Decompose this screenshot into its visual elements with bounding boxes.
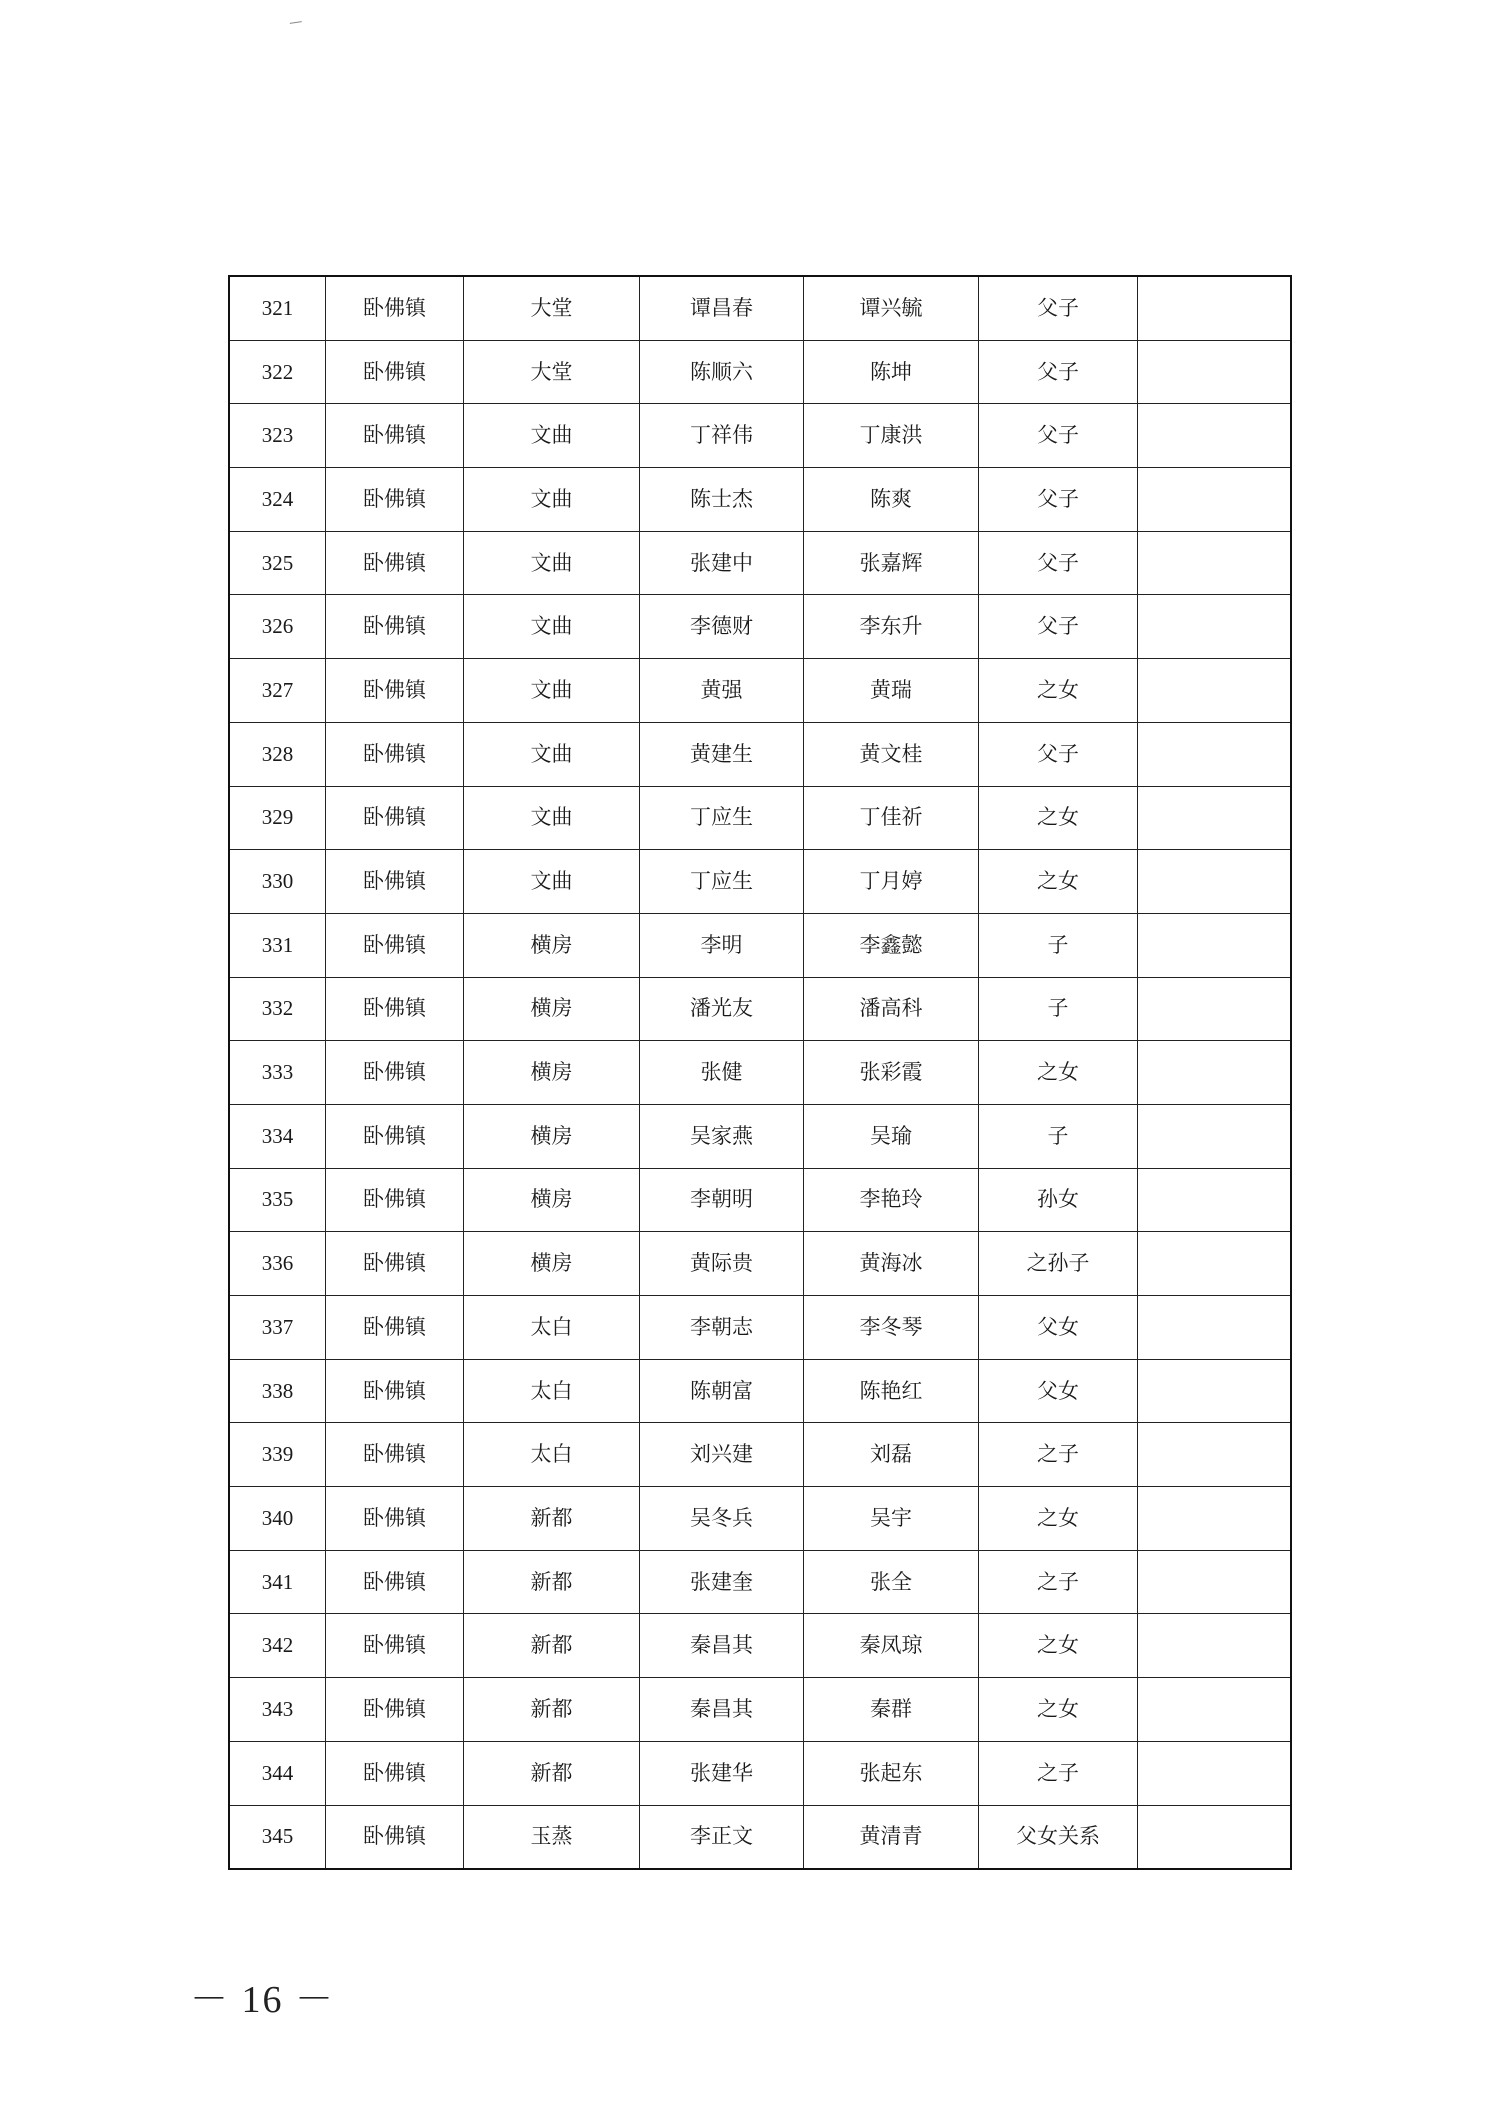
cell-number: 336 (229, 1232, 326, 1296)
cell-name-primary: 谭昌春 (640, 276, 804, 340)
cell-note (1138, 404, 1292, 468)
cell-name-primary: 张建奎 (640, 1550, 804, 1614)
page-number: － 16 － (190, 1979, 336, 2021)
cell-note (1138, 977, 1292, 1041)
cell-number: 341 (229, 1550, 326, 1614)
cell-name-primary: 张健 (640, 1041, 804, 1105)
cell-name-primary: 张建中 (640, 531, 804, 595)
cell-town: 卧佛镇 (326, 595, 464, 659)
cell-note (1138, 1359, 1292, 1423)
cell-name-secondary: 李东升 (804, 595, 979, 659)
roster-table-container (228, 275, 1282, 1870)
cell-village: 太白 (464, 1359, 640, 1423)
table-row (229, 468, 1291, 532)
cell-relation: 之子 (979, 1550, 1138, 1614)
table-row (229, 1168, 1291, 1232)
cell-village: 横房 (464, 913, 640, 977)
cell-number: 322 (229, 340, 326, 404)
cell-relation: 父女 (979, 1296, 1138, 1360)
cell-number: 333 (229, 1041, 326, 1105)
table-row (229, 722, 1291, 786)
cell-name-secondary: 丁月婷 (804, 850, 979, 914)
table-row (229, 340, 1291, 404)
table-row (229, 1296, 1291, 1360)
cell-village: 大堂 (464, 276, 640, 340)
cell-relation: 之女 (979, 1614, 1138, 1678)
cell-number: 345 (229, 1805, 326, 1869)
cell-relation: 父女关系 (979, 1805, 1138, 1869)
cell-town: 卧佛镇 (326, 340, 464, 404)
cell-note (1138, 1678, 1292, 1742)
cell-village: 太白 (464, 1423, 640, 1487)
cell-note (1138, 1487, 1292, 1551)
cell-village: 横房 (464, 1232, 640, 1296)
cell-relation: 父子 (979, 531, 1138, 595)
cell-number: 325 (229, 531, 326, 595)
cell-number: 324 (229, 468, 326, 532)
cell-village: 文曲 (464, 595, 640, 659)
cell-relation: 之子 (979, 1423, 1138, 1487)
table-row (229, 1805, 1291, 1869)
cell-name-secondary: 丁康洪 (804, 404, 979, 468)
cell-note (1138, 1104, 1292, 1168)
cell-name-primary: 陈朝富 (640, 1359, 804, 1423)
table-row (229, 1104, 1291, 1168)
cell-note (1138, 1296, 1292, 1360)
cell-relation: 父子 (979, 404, 1138, 468)
cell-number: 329 (229, 786, 326, 850)
cell-village: 文曲 (464, 722, 640, 786)
cell-village: 横房 (464, 1041, 640, 1105)
table-row (229, 404, 1291, 468)
cell-note (1138, 1423, 1292, 1487)
cell-relation: 之女 (979, 786, 1138, 850)
table-row (229, 1678, 1291, 1742)
cell-town: 卧佛镇 (326, 1487, 464, 1551)
cell-relation: 父子 (979, 722, 1138, 786)
cell-village: 文曲 (464, 531, 640, 595)
cell-name-secondary: 黄海冰 (804, 1232, 979, 1296)
cell-note (1138, 595, 1292, 659)
cell-town: 卧佛镇 (326, 1232, 464, 1296)
cell-village: 大堂 (464, 340, 640, 404)
cell-town: 卧佛镇 (326, 977, 464, 1041)
scan-mark (290, 21, 302, 27)
cell-relation: 之女 (979, 1678, 1138, 1742)
cell-note (1138, 722, 1292, 786)
cell-name-primary: 黄际贵 (640, 1232, 804, 1296)
cell-number: 337 (229, 1296, 326, 1360)
cell-name-primary: 秦昌其 (640, 1614, 804, 1678)
cell-relation: 子 (979, 913, 1138, 977)
cell-note (1138, 786, 1292, 850)
cell-name-secondary: 李鑫懿 (804, 913, 979, 977)
cell-name-secondary: 张起东 (804, 1741, 979, 1805)
cell-name-primary: 李德财 (640, 595, 804, 659)
cell-name-secondary: 李冬琴 (804, 1296, 979, 1360)
table-row (229, 659, 1291, 723)
cell-name-secondary: 陈爽 (804, 468, 979, 532)
cell-note (1138, 1550, 1292, 1614)
cell-village: 文曲 (464, 404, 640, 468)
cell-number: 340 (229, 1487, 326, 1551)
cell-number: 321 (229, 276, 326, 340)
table-row (229, 1423, 1291, 1487)
table-row (229, 850, 1291, 914)
cell-relation: 父子 (979, 595, 1138, 659)
cell-relation: 孙女 (979, 1168, 1138, 1232)
cell-number: 342 (229, 1614, 326, 1678)
cell-relation: 之女 (979, 1041, 1138, 1105)
cell-number: 339 (229, 1423, 326, 1487)
cell-town: 卧佛镇 (326, 722, 464, 786)
cell-note (1138, 1614, 1292, 1678)
cell-note (1138, 850, 1292, 914)
cell-note (1138, 913, 1292, 977)
cell-relation: 父女 (979, 1359, 1138, 1423)
cell-name-primary: 李正文 (640, 1805, 804, 1869)
cell-village: 文曲 (464, 468, 640, 532)
table-row (229, 1359, 1291, 1423)
cell-number: 323 (229, 404, 326, 468)
cell-village: 新都 (464, 1678, 640, 1742)
cell-number: 338 (229, 1359, 326, 1423)
cell-town: 卧佛镇 (326, 404, 464, 468)
cell-number: 344 (229, 1741, 326, 1805)
cell-village: 太白 (464, 1296, 640, 1360)
cell-relation: 之女 (979, 1487, 1138, 1551)
cell-note (1138, 1805, 1292, 1869)
cell-village: 文曲 (464, 850, 640, 914)
cell-number: 330 (229, 850, 326, 914)
cell-number: 334 (229, 1104, 326, 1168)
cell-name-secondary: 黄清青 (804, 1805, 979, 1869)
cell-name-primary: 吴冬兵 (640, 1487, 804, 1551)
cell-town: 卧佛镇 (326, 276, 464, 340)
cell-town: 卧佛镇 (326, 1041, 464, 1105)
cell-number: 343 (229, 1678, 326, 1742)
table-row (229, 786, 1291, 850)
cell-name-secondary: 李艳玲 (804, 1168, 979, 1232)
cell-town: 卧佛镇 (326, 786, 464, 850)
cell-relation: 父子 (979, 340, 1138, 404)
cell-town: 卧佛镇 (326, 1104, 464, 1168)
cell-village: 玉蒸 (464, 1805, 640, 1869)
cell-relation: 子 (979, 977, 1138, 1041)
cell-village: 新都 (464, 1550, 640, 1614)
cell-village: 文曲 (464, 786, 640, 850)
cell-town: 卧佛镇 (326, 468, 464, 532)
cell-number: 328 (229, 722, 326, 786)
cell-name-secondary: 张彩霞 (804, 1041, 979, 1105)
cell-name-secondary: 刘磊 (804, 1423, 979, 1487)
cell-name-primary: 潘光友 (640, 977, 804, 1041)
cell-village: 新都 (464, 1741, 640, 1805)
cell-town: 卧佛镇 (326, 1550, 464, 1614)
cell-name-secondary: 吴宇 (804, 1487, 979, 1551)
cell-relation: 之女 (979, 850, 1138, 914)
cell-name-primary: 刘兴建 (640, 1423, 804, 1487)
cell-number: 331 (229, 913, 326, 977)
table-row (229, 1232, 1291, 1296)
cell-town: 卧佛镇 (326, 1741, 464, 1805)
roster-table-body (229, 276, 1291, 1869)
cell-name-primary: 黄建生 (640, 722, 804, 786)
table-row (229, 276, 1291, 340)
cell-name-secondary: 张全 (804, 1550, 979, 1614)
cell-town: 卧佛镇 (326, 1678, 464, 1742)
cell-name-secondary: 黄瑞 (804, 659, 979, 723)
table-row (229, 1614, 1291, 1678)
cell-note (1138, 1741, 1292, 1805)
cell-name-secondary: 张嘉辉 (804, 531, 979, 595)
cell-town: 卧佛镇 (326, 1168, 464, 1232)
cell-relation: 之孙子 (979, 1232, 1138, 1296)
cell-village: 新都 (464, 1614, 640, 1678)
cell-relation: 父子 (979, 276, 1138, 340)
cell-village: 横房 (464, 1168, 640, 1232)
cell-name-primary: 丁祥伟 (640, 404, 804, 468)
cell-name-primary: 吴家燕 (640, 1104, 804, 1168)
cell-name-primary: 黄强 (640, 659, 804, 723)
cell-town: 卧佛镇 (326, 659, 464, 723)
cell-note (1138, 1041, 1292, 1105)
cell-name-secondary: 黄文桂 (804, 722, 979, 786)
cell-town: 卧佛镇 (326, 850, 464, 914)
cell-village: 新都 (464, 1487, 640, 1551)
table-row (229, 595, 1291, 659)
cell-name-primary: 陈士杰 (640, 468, 804, 532)
table-row (229, 1487, 1291, 1551)
cell-village: 横房 (464, 977, 640, 1041)
cell-name-primary: 陈顺六 (640, 340, 804, 404)
cell-relation: 父子 (979, 468, 1138, 532)
cell-name-secondary: 谭兴毓 (804, 276, 979, 340)
cell-note (1138, 468, 1292, 532)
cell-note (1138, 531, 1292, 595)
cell-name-secondary: 丁佳祈 (804, 786, 979, 850)
table-row (229, 977, 1291, 1041)
roster-table (228, 275, 1292, 1870)
cell-name-primary: 丁应生 (640, 786, 804, 850)
table-row (229, 1041, 1291, 1105)
cell-relation: 之女 (979, 659, 1138, 723)
cell-name-secondary: 吴瑜 (804, 1104, 979, 1168)
table-row (229, 913, 1291, 977)
cell-name-secondary: 秦凤琼 (804, 1614, 979, 1678)
cell-name-secondary: 陈坤 (804, 340, 979, 404)
cell-number: 332 (229, 977, 326, 1041)
cell-note (1138, 276, 1292, 340)
cell-town: 卧佛镇 (326, 1805, 464, 1869)
cell-name-secondary: 秦群 (804, 1678, 979, 1742)
table-row (229, 531, 1291, 595)
cell-town: 卧佛镇 (326, 1359, 464, 1423)
cell-note (1138, 340, 1292, 404)
cell-name-primary: 李朝志 (640, 1296, 804, 1360)
table-row (229, 1550, 1291, 1614)
cell-number: 335 (229, 1168, 326, 1232)
cell-name-primary: 李朝明 (640, 1168, 804, 1232)
cell-relation: 之子 (979, 1741, 1138, 1805)
cell-number: 326 (229, 595, 326, 659)
cell-name-primary: 丁应生 (640, 850, 804, 914)
cell-note (1138, 1168, 1292, 1232)
cell-town: 卧佛镇 (326, 1423, 464, 1487)
cell-relation: 子 (979, 1104, 1138, 1168)
cell-town: 卧佛镇 (326, 1296, 464, 1360)
cell-village: 文曲 (464, 659, 640, 723)
cell-town: 卧佛镇 (326, 531, 464, 595)
cell-town: 卧佛镇 (326, 1614, 464, 1678)
cell-name-primary: 张建华 (640, 1741, 804, 1805)
cell-name-secondary: 陈艳红 (804, 1359, 979, 1423)
cell-note (1138, 1232, 1292, 1296)
cell-village: 横房 (464, 1104, 640, 1168)
cell-name-primary: 李明 (640, 913, 804, 977)
table-row (229, 1741, 1291, 1805)
cell-name-secondary: 潘高科 (804, 977, 979, 1041)
cell-town: 卧佛镇 (326, 913, 464, 977)
cell-name-primary: 秦昌其 (640, 1678, 804, 1742)
cell-note (1138, 659, 1292, 723)
cell-number: 327 (229, 659, 326, 723)
